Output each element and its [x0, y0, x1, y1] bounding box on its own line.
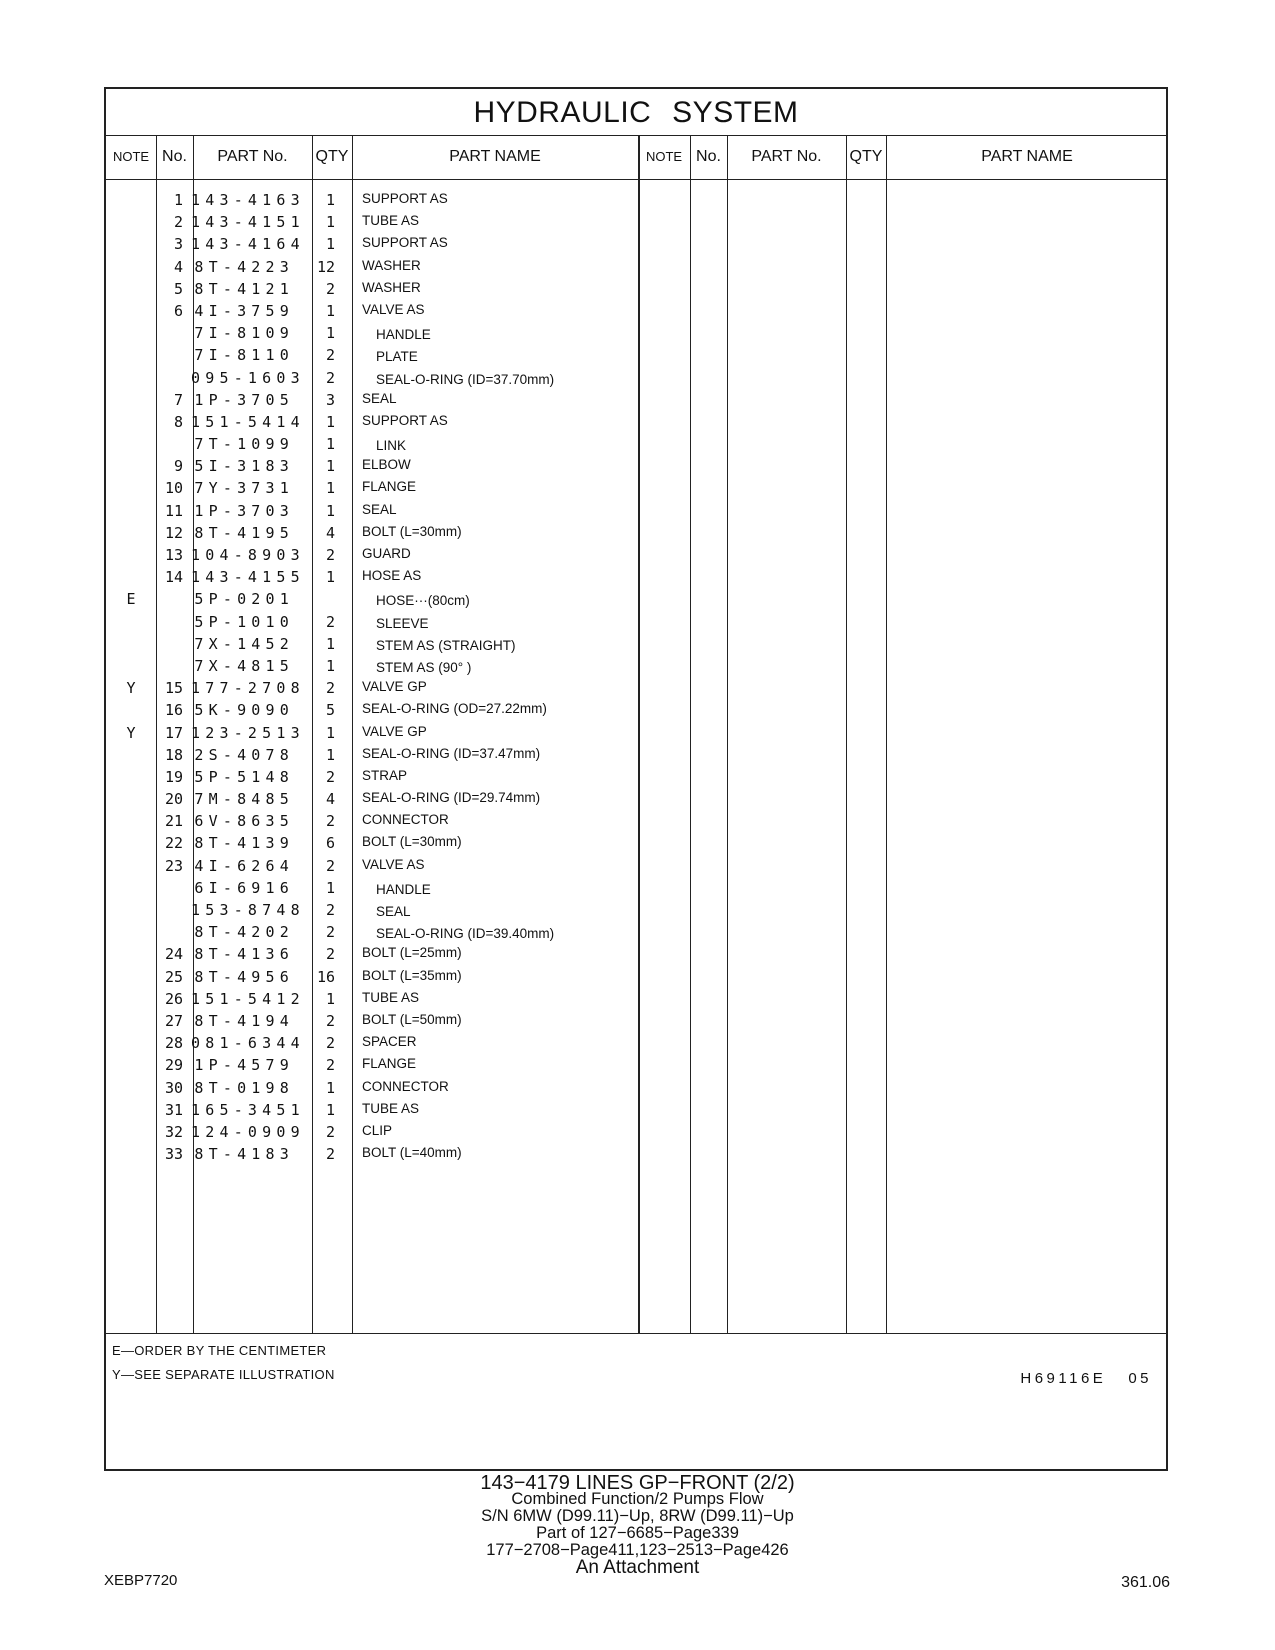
row-part-number: 8T-4956 — [194, 967, 294, 986]
table-row — [106, 256, 636, 278]
row-note: E — [126, 590, 136, 609]
row-item-number: 16 — [164, 701, 183, 720]
row-quantity: 3 — [325, 390, 335, 409]
header-no: No. — [162, 148, 187, 165]
row-item-number: 2 — [173, 213, 183, 232]
row-quantity: 1 — [325, 501, 335, 520]
row-part-number: 2S-4078 — [194, 745, 294, 764]
row-part-name: TUBE AS — [362, 213, 420, 229]
row-part-number: 4I-3759 — [194, 301, 294, 320]
row-item-number: 15 — [164, 679, 183, 698]
row-part-number: 8T-4223 — [194, 257, 294, 276]
row-item-number: 27 — [164, 1011, 183, 1030]
row-item-number: 25 — [164, 967, 183, 986]
table-row — [106, 566, 636, 588]
row-part-name: CLIP — [362, 1122, 393, 1138]
row-part-name: STEM AS (90° ) — [376, 659, 472, 675]
header-part-name: PART NAME — [981, 148, 1073, 165]
row-part-name: CONNECTOR — [362, 1078, 449, 1094]
row-item-number: 22 — [164, 834, 183, 853]
caption-line: 177−2708−Page411,123−2513−Page426 — [486, 1541, 789, 1559]
row-quantity: 2 — [325, 812, 335, 831]
row-quantity: 2 — [325, 767, 335, 786]
row-quantity: 16 — [316, 967, 335, 986]
row-part-number: 5K-9090 — [194, 701, 294, 720]
row-quantity: 2 — [325, 1034, 335, 1053]
row-part-number: 1P-4579 — [194, 1056, 294, 1075]
row-part-name: SUPPORT AS — [362, 235, 448, 251]
row-quantity: 1 — [325, 1078, 335, 1097]
table-row — [106, 788, 636, 810]
row-quantity: 1 — [325, 324, 335, 343]
row-part-number: 1P-3705 — [194, 390, 294, 409]
row-quantity: 2 — [325, 679, 335, 698]
row-item-number: 23 — [164, 856, 183, 875]
row-part-name: BOLT (L=25mm) — [362, 945, 462, 961]
table-row — [106, 367, 636, 389]
parts-table-frame — [104, 87, 1168, 1471]
table-row — [106, 500, 636, 522]
table-row — [106, 655, 636, 677]
row-part-name: GUARD — [362, 546, 411, 561]
row-quantity: 1 — [325, 191, 335, 209]
header-part-name: PART NAME — [449, 148, 541, 165]
row-part-name: HANDLE — [376, 881, 431, 897]
illustration-code-value: H69116E — [1020, 1370, 1107, 1387]
row-part-name: FLANGE — [362, 479, 417, 495]
row-note: Y — [126, 679, 136, 698]
row-note: Y — [126, 723, 136, 742]
row-item-number: 31 — [164, 1100, 183, 1119]
row-item-number: 14 — [164, 568, 183, 587]
row-part-name: CONNECTOR — [362, 812, 449, 828]
row-item-number: 9 — [173, 457, 183, 476]
row-item-number: 20 — [164, 790, 183, 809]
row-part-name: WASHER — [362, 257, 421, 273]
row-part-name: PLATE — [376, 349, 418, 365]
row-item-number: 30 — [164, 1078, 183, 1097]
row-part-name: ELBOW — [362, 457, 411, 473]
row-part-number: 8T-4194 — [194, 1011, 294, 1030]
row-item-number: 1 — [173, 191, 183, 209]
row-part-name: BOLT (L=50mm) — [362, 1011, 462, 1027]
table-row — [106, 832, 636, 854]
row-part-number: 7M-8485 — [194, 790, 294, 809]
parts-list — [106, 189, 636, 1165]
caption-line: Part of 127−6685−Page339 — [536, 1524, 739, 1542]
row-item-number: 8 — [173, 412, 183, 431]
row-part-number: 177-2708 — [191, 679, 305, 698]
table-row — [106, 677, 636, 699]
illustration-revision: 05 — [1128, 1370, 1152, 1387]
row-part-number: 8T-4139 — [194, 834, 294, 853]
illustration-code — [1020, 1370, 1152, 1387]
row-part-name: BOLT (L=30mm) — [362, 834, 462, 850]
row-part-name: STEM AS (STRAIGHT) — [376, 637, 516, 653]
row-item-number: 6 — [173, 301, 183, 320]
row-quantity: 1 — [325, 213, 335, 232]
row-part-number: 7Y-3731 — [194, 479, 294, 498]
header-note: NOTE — [645, 149, 683, 164]
table-row — [106, 522, 636, 544]
table-row — [106, 1054, 636, 1076]
table-row — [106, 699, 636, 721]
row-part-number: 7I-8110 — [194, 346, 294, 365]
row-quantity: 2 — [325, 1011, 335, 1030]
row-quantity: 1 — [325, 634, 335, 653]
row-quantity: 4 — [325, 790, 335, 809]
header-note: NOTE — [112, 149, 150, 164]
row-part-number: 5I-3183 — [194, 457, 294, 476]
row-part-number: 5P-1010 — [194, 612, 294, 631]
row-part-name: HOSE AS — [362, 568, 422, 584]
column-divider — [846, 135, 847, 1333]
row-part-number: 143-4151 — [191, 213, 305, 232]
row-part-name: SEAL-O-RING (OD=27.22mm) — [362, 701, 547, 717]
row-quantity: 1 — [325, 479, 335, 498]
row-item-number: 18 — [164, 745, 183, 764]
caption-line: S/N 6MW (D99.11)−Up, 8RW (D99.11)−Up — [481, 1507, 794, 1525]
row-item-number: 7 — [173, 390, 183, 409]
row-part-name: TUBE AS — [362, 1100, 420, 1116]
row-item-number: 32 — [164, 1122, 183, 1141]
row-part-name: VALVE GP — [362, 723, 427, 739]
row-part-name: SEAL-O-RING (ID=29.74mm) — [362, 790, 541, 806]
row-part-name: BOLT (L=35mm) — [362, 967, 462, 983]
row-part-name: SEAL-O-RING (ID=37.47mm) — [362, 745, 541, 761]
row-part-number: 8T-4183 — [194, 1145, 294, 1164]
row-part-name: VALVE GP — [362, 679, 427, 695]
row-part-number: 8T-4202 — [194, 923, 294, 942]
row-part-number: 4I-6264 — [194, 856, 294, 875]
row-part-number: 8T-4195 — [194, 523, 294, 542]
header-qty: QTY — [315, 148, 349, 165]
column-divider — [886, 135, 887, 1333]
table-row — [106, 211, 636, 233]
row-quantity: 2 — [325, 1056, 335, 1075]
row-part-name: SEAL-O-RING (ID=37.70mm) — [376, 371, 555, 387]
row-quantity: 2 — [325, 546, 335, 564]
document-id: XEBP7720 — [104, 1572, 178, 1589]
row-quantity: 1 — [325, 235, 335, 254]
row-quantity: 2 — [325, 279, 335, 298]
row-part-number: 5P-0201 — [194, 590, 294, 609]
row-part-name: STRAP — [362, 767, 408, 783]
row-part-number: 7I-8109 — [194, 324, 294, 343]
row-part-name: SPACER — [362, 1034, 417, 1050]
row-item-number: 5 — [173, 279, 183, 298]
row-item-number: 11 — [164, 501, 183, 520]
row-part-number: 5P-5148 — [194, 767, 294, 786]
row-part-number: 6I-6916 — [194, 878, 294, 897]
table-row — [106, 943, 636, 965]
table-row — [106, 899, 636, 921]
row-quantity: 1 — [325, 989, 335, 1008]
row-item-number: 29 — [164, 1056, 183, 1075]
table-row — [106, 611, 636, 633]
row-part-number: 6V-8635 — [194, 812, 294, 831]
table-row — [106, 722, 636, 744]
row-item-number: 4 — [173, 257, 183, 276]
row-item-number: 13 — [164, 546, 183, 564]
caption-line: Combined Function/2 Pumps Flow — [511, 1490, 764, 1508]
row-quantity: 1 — [325, 723, 335, 742]
table-row — [106, 544, 636, 566]
row-part-number: 1P-3703 — [194, 501, 294, 520]
row-part-name: FLANGE — [362, 1056, 417, 1072]
table-row — [106, 455, 636, 477]
table-row — [106, 766, 636, 788]
row-item-number: 21 — [164, 812, 183, 831]
table-row — [106, 588, 636, 610]
row-quantity: 2 — [325, 346, 335, 365]
divider — [106, 1333, 1166, 1334]
row-item-number: 17 — [164, 723, 183, 742]
row-quantity: 1 — [325, 457, 335, 476]
row-quantity: 1 — [325, 878, 335, 897]
divider — [106, 179, 1166, 180]
row-part-number: 151-5412 — [191, 989, 305, 1008]
row-part-name: SUPPORT AS — [362, 412, 448, 428]
row-part-name: SUPPORT AS — [362, 191, 448, 206]
row-part-name: HOSE···(80cm) — [376, 593, 470, 609]
table-row — [106, 1010, 636, 1032]
caption-attachment: An Attachment — [575, 1557, 700, 1578]
row-part-name: SEAL — [376, 904, 411, 919]
row-quantity: 2 — [325, 1122, 335, 1141]
table-row — [106, 1032, 636, 1054]
row-part-name: BOLT (L=40mm) — [362, 1145, 462, 1161]
column-divider — [727, 135, 728, 1333]
row-part-number: 7T-1099 — [194, 435, 294, 454]
row-part-number: 151-5414 — [191, 412, 305, 431]
column-divider — [690, 135, 691, 1333]
row-item-number: 3 — [173, 235, 183, 254]
row-part-name: LINK — [376, 438, 407, 454]
table-row — [106, 322, 636, 344]
row-item-number: 26 — [164, 989, 183, 1008]
header-part-no: PART No. — [217, 148, 288, 165]
row-quantity: 1 — [325, 745, 335, 764]
row-part-number: 081-6344 — [191, 1034, 305, 1053]
column-divider — [638, 135, 640, 1333]
table-row — [106, 855, 636, 877]
row-item-number: 28 — [164, 1034, 183, 1053]
row-part-name: SLEEVE — [376, 615, 429, 631]
table-row — [106, 988, 636, 1010]
table-title: HYDRAULIC SYSTEM — [473, 96, 799, 129]
row-part-number: 124-0909 — [191, 1122, 305, 1141]
table-row — [106, 633, 636, 655]
row-quantity: 2 — [325, 923, 335, 942]
table-row — [106, 389, 636, 411]
row-quantity: 1 — [325, 656, 335, 675]
row-part-number: 8T-4136 — [194, 945, 294, 964]
row-quantity: 2 — [325, 368, 335, 387]
row-quantity: 4 — [325, 523, 335, 542]
table-row — [106, 810, 636, 832]
row-quantity: 1 — [325, 435, 335, 454]
row-part-number: 153-8748 — [191, 901, 305, 919]
row-quantity: 1 — [325, 568, 335, 587]
table-row — [106, 1143, 636, 1165]
table-row — [106, 477, 636, 499]
row-part-name: VALVE AS — [362, 856, 425, 872]
row-part-number: 7X-4815 — [194, 656, 294, 675]
row-quantity: 2 — [325, 856, 335, 875]
row-quantity: 1 — [325, 412, 335, 431]
table-row — [106, 1099, 636, 1121]
row-part-number: 143-4155 — [191, 568, 305, 587]
row-part-number: 143-4163 — [191, 191, 305, 209]
row-part-name: SEAL — [362, 390, 397, 406]
row-part-name: TUBE AS — [362, 989, 420, 1005]
row-item-number: 12 — [164, 523, 183, 542]
row-quantity: 2 — [325, 1145, 335, 1164]
table-row — [106, 744, 636, 766]
row-item-number: 19 — [164, 767, 183, 786]
row-part-number: 143-4164 — [191, 235, 305, 254]
row-quantity: 2 — [325, 612, 335, 631]
row-quantity: 12 — [316, 257, 335, 276]
table-row — [106, 1121, 636, 1143]
row-part-number: 095-1603 — [191, 368, 305, 387]
row-part-name: HANDLE — [376, 327, 431, 343]
table-row — [106, 278, 636, 300]
row-part-number: 8T-0198 — [194, 1078, 294, 1097]
table-row — [106, 233, 636, 255]
row-part-name: WASHER — [362, 279, 421, 295]
row-part-name: BOLT (L=30mm) — [362, 523, 462, 539]
table-row — [106, 344, 636, 366]
table-row — [106, 189, 636, 211]
row-quantity: 5 — [325, 701, 335, 720]
table-row — [106, 433, 636, 455]
caption-title: 143−4179 LINES GP−FRONT (2/2) — [480, 1472, 795, 1494]
row-part-number: 104-8903 — [191, 546, 305, 564]
row-quantity: 1 — [325, 1100, 335, 1119]
legend-y: Y—SEE SEPARATE ILLUSTRATION — [112, 1367, 335, 1382]
row-part-number: 165-3451 — [191, 1100, 305, 1119]
row-quantity: 2 — [325, 945, 335, 964]
header-no: No. — [696, 148, 721, 165]
header-part-no: PART No. — [751, 148, 822, 165]
row-quantity: 1 — [325, 301, 335, 320]
page-number: 361.06 — [1121, 1574, 1170, 1591]
table-row — [106, 877, 636, 899]
table-row — [106, 966, 636, 988]
header-qty: QTY — [849, 148, 883, 165]
row-part-name: SEAL-O-RING (ID=39.40mm) — [376, 926, 555, 942]
row-part-number: 123-2513 — [191, 723, 305, 742]
row-part-name: SEAL — [362, 501, 397, 517]
row-item-number: 24 — [164, 945, 183, 964]
row-part-name: VALVE AS — [362, 301, 425, 317]
table-row — [106, 921, 636, 943]
table-row — [106, 300, 636, 322]
row-part-number: 8T-4121 — [194, 279, 294, 298]
row-quantity: 6 — [325, 834, 335, 853]
legend-e: E—ORDER BY THE CENTIMETER — [112, 1343, 327, 1358]
row-part-number: 7X-1452 — [194, 634, 294, 653]
row-quantity: 2 — [325, 901, 335, 919]
row-item-number: 10 — [164, 479, 183, 498]
row-item-number: 33 — [164, 1145, 183, 1164]
table-row — [106, 1077, 636, 1099]
table-row — [106, 411, 636, 433]
